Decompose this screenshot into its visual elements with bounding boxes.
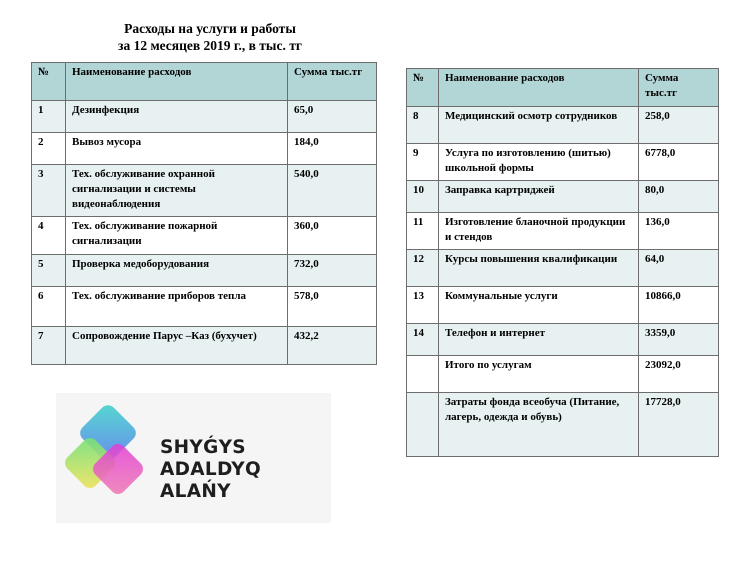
header-num: №: [407, 69, 439, 107]
row-num: 9: [407, 144, 439, 181]
table-header-row: [32, 63, 377, 101]
row-sum: 17728,0: [639, 393, 719, 457]
table-row: [32, 165, 377, 217]
table-row: [407, 287, 719, 324]
table-row: [407, 107, 719, 144]
row-sum: 184,0: [288, 133, 377, 165]
row-name: Медицинский осмотр сотрудников: [439, 107, 639, 144]
row-num: 10: [407, 181, 439, 213]
row-sum: 64,0: [639, 250, 719, 287]
table-row: [32, 101, 377, 133]
row-name: Заправка картриджей: [439, 181, 639, 213]
row-num: [407, 356, 439, 393]
row-sum: 3359,0: [639, 324, 719, 356]
table-row: [407, 213, 719, 250]
expenses-table-right: [406, 68, 719, 457]
logo-text: [160, 437, 331, 503]
row-num: 7: [32, 327, 66, 365]
row-name: Дезинфекция: [66, 101, 288, 133]
table-row: [32, 255, 377, 287]
logo-line-1: SHYǴYS: [160, 437, 246, 458]
row-name: Проверка медоборудования: [66, 255, 288, 287]
row-num: 12: [407, 250, 439, 287]
row-num: 14: [407, 324, 439, 356]
table-header-row: [407, 69, 719, 107]
row-name: Тех. обслуживание пожарной сигнализации: [66, 217, 288, 255]
row-sum: 540,0: [288, 165, 377, 217]
row-sum: 136,0: [639, 213, 719, 250]
row-num: 5: [32, 255, 66, 287]
logo: [56, 393, 331, 523]
row-sum: 80,0: [639, 181, 719, 213]
row-name: Услуга по изготовлению (шитью) школьной формы: [439, 144, 639, 181]
logo-mark-icon: [64, 403, 156, 513]
row-sum: 65,0: [288, 101, 377, 133]
header-name: Наименование расходов: [66, 63, 288, 101]
row-sum: 578,0: [288, 287, 377, 327]
row-name: Затраты фонда всеобуча (Питание, лагерь, одежда и обувь): [439, 393, 639, 457]
row-num: 8: [407, 107, 439, 144]
logo-line-2: ADALDYQ ALAŃY: [160, 459, 262, 502]
row-name: Сопровождение Парус –Каз (бухучет): [66, 327, 288, 365]
row-sum: 258,0: [639, 107, 719, 144]
header-name: Наименование расходов: [439, 69, 639, 107]
title-line-2: за 12 месяцев 2019 г., в тыс. тг: [118, 38, 302, 53]
row-name: Курсы повышения квалификации: [439, 250, 639, 287]
table-row: [407, 144, 719, 181]
header-sum: Сумма тыс.тг: [639, 69, 719, 107]
row-name: Тех. обслуживание охранной сигнализации и системы видеонаблюдения: [66, 165, 288, 217]
row-num: 2: [32, 133, 66, 165]
row-name: Тех. обслуживание приборов тепла: [66, 287, 288, 327]
row-num: 4: [32, 217, 66, 255]
title-line-1: Расходы на услуги и работы: [124, 21, 296, 36]
row-num: 13: [407, 287, 439, 324]
row-sum: 10866,0: [639, 287, 719, 324]
table-row-total: [407, 356, 719, 393]
table-row: [407, 324, 719, 356]
table-row: [32, 217, 377, 255]
row-num: 11: [407, 213, 439, 250]
row-sum: 23092,0: [639, 356, 719, 393]
row-num: 6: [32, 287, 66, 327]
row-name: Коммунальные услуги: [439, 287, 639, 324]
row-sum: 6778,0: [639, 144, 719, 181]
row-name: Итого по услугам: [439, 356, 639, 393]
table-row: [407, 250, 719, 287]
page-title: [60, 20, 360, 54]
expenses-table-left: [31, 62, 377, 365]
table-row: [32, 287, 377, 327]
row-num: [407, 393, 439, 457]
table-row: [407, 181, 719, 213]
header-num: №: [32, 63, 66, 101]
table-row: [32, 133, 377, 165]
row-sum: 732,0: [288, 255, 377, 287]
row-sum: 360,0: [288, 217, 377, 255]
row-num: 3: [32, 165, 66, 217]
table-row: [32, 327, 377, 365]
row-num: 1: [32, 101, 66, 133]
row-name: Телефон и интернет: [439, 324, 639, 356]
row-sum: 432,2: [288, 327, 377, 365]
table-row: [407, 393, 719, 457]
row-name: Вывоз мусора: [66, 133, 288, 165]
row-name: Изготовление бланочной продукции и стендов: [439, 213, 639, 250]
header-sum: Сумма тыс.тг: [288, 63, 377, 101]
